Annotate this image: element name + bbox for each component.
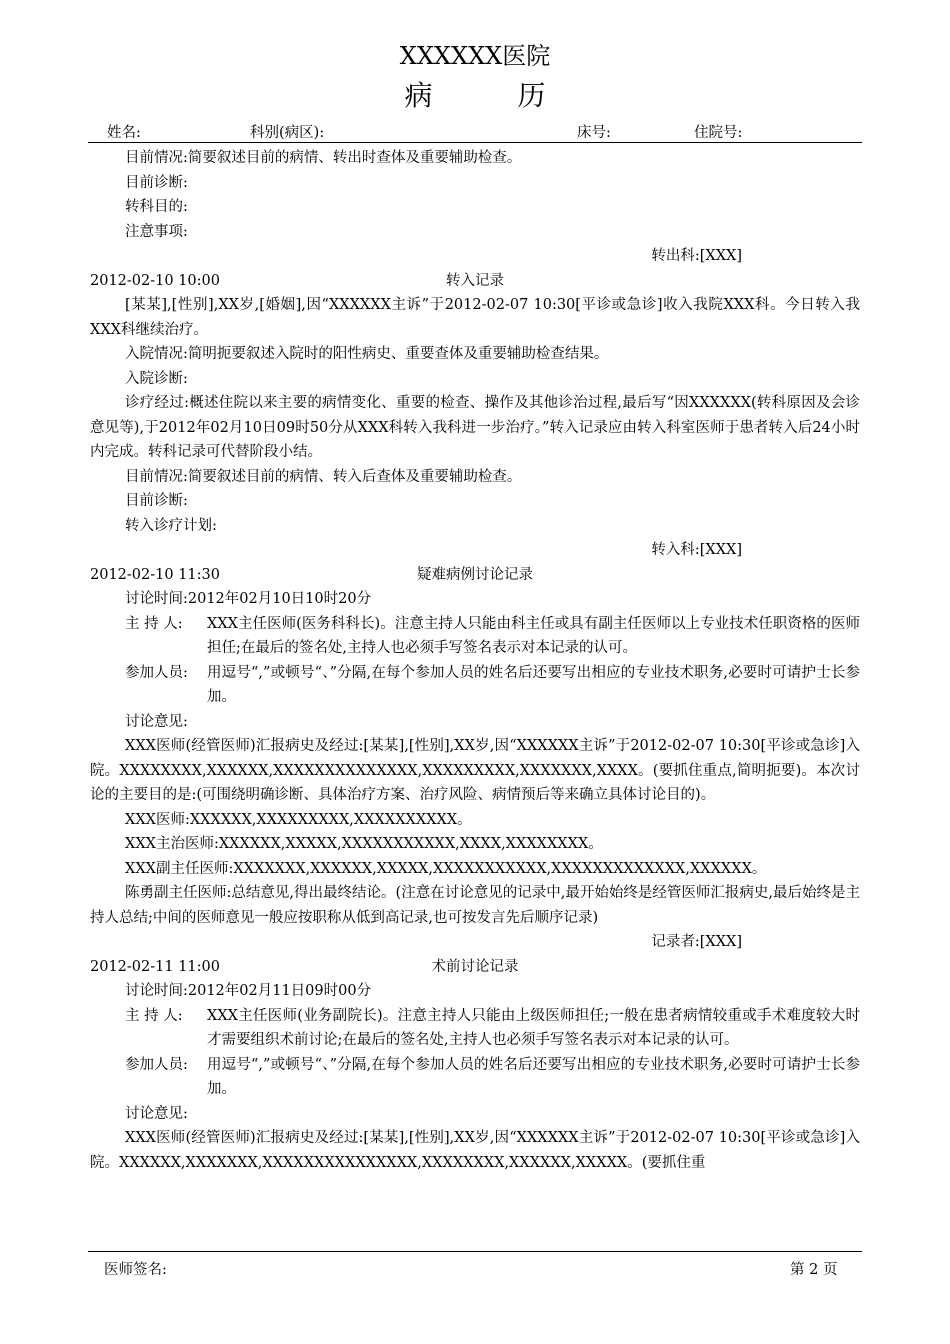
transfer-notes: 注意事项: [125, 223, 188, 240]
patient-name-label: 姓名: [107, 125, 141, 141]
preop-host-label: 主 持 人: [125, 1007, 183, 1024]
admission-number-label: 住院号: [694, 125, 743, 141]
preop-participants-text: 用逗号“,”或顿号“、”分隔,在每个参加人员的姓名后还要写出相应的专业技术职务,必要时可请护士长参加。 [207, 1056, 860, 1097]
preop-participants [90, 1053, 860, 1102]
preop-time: 2012-02-11 11:00 [90, 958, 220, 975]
transfer-in-heading: 转入记录 [446, 272, 504, 289]
transfer-out-status: 目前情况:简要叙述目前的病情、转出时查体及重要辅助检查。 [125, 150, 522, 166]
bed-number-label: 床号: [577, 125, 611, 141]
preop-participants-label: 参加人员: [125, 1056, 188, 1073]
transfer-in-time: 2012-02-10 10:00 [90, 272, 220, 289]
footer-divider [88, 1251, 862, 1252]
preop-host-text: XXX主任医师(业务副院长)。注意主持人只能由上级医师担任;一般在患者病情较重或手术难度较大时才需要组织术前讨论;在最后的签名处,主持人也必须手写签名表示对本记录的认可。 [207, 1007, 860, 1048]
preop-discussion-time: 讨论时间:2012年02月11日09时00分 [125, 983, 372, 999]
doctor-opinion-2: XXX主治医师:XXXXXX,XXXXX,XXXXXXXXXXX,XXXX,XXXXXXXX。 [125, 836, 603, 852]
transfer-in-sign: 转入科:[XXX] [651, 542, 742, 558]
record-body [90, 146, 860, 1175]
preop-opinion-label: 讨论意见: [125, 1105, 188, 1122]
difficult-case-report: XXX医师(经管医师)汇报病史及经过:[某某],[性别],XX岁,因“XXXXXX主诉”于2012-02-07 10:30[平诊或急诊]入院。XXXXXXXX,XXXXXX,XXXXXXXXXXXXXX,XXXXXXXXX,XXXXXXX,XXXX。(要抓住重点,简明扼要)。本次讨论的主要目的是:(可围绕明确诊断、具体治疗方案、治疗风险、病情预后等来确立具体讨论目的)。 [90, 738, 860, 803]
difficult-case-heading: 疑难病例讨论记录 [417, 566, 533, 583]
participants-text: 用逗号“,”或顿号“、”分隔,在每个参加人员的姓名后还要写出相应的专业技术职务,必要时可请护士长参加。 [207, 664, 860, 705]
participants-label: 参加人员: [125, 664, 188, 681]
difficult-case-participants [90, 661, 860, 710]
difficult-case-recorder: 记录者:[XXX] [651, 934, 742, 950]
transfer-in-header [90, 269, 860, 294]
host-label: 主 持 人: [125, 615, 183, 632]
preop-heading: 术前讨论记录 [431, 958, 519, 975]
preop-report: XXX医师(经管医师)汇报病史及经过:[某某],[性别],XX岁,因“XXXXXX主诉”于2012-02-07 10:30[平诊或急诊]入院。XXXXXX,XXXXXXX,XXXXXXXXXXXXXXX,XXXXXXXX,XXXXXX,XXXXX。(要抓住重 [90, 1130, 860, 1171]
preop-host [90, 1004, 860, 1053]
transfer-purpose: 转科目的: [125, 199, 188, 215]
treatment-course: 诊疗经过:概述住院以来主要的病情变化、重要的检查、操作及其他诊治过程,最后写“因XXXXXX(转科原因及会诊意见等),于2012年02月10日09时50分从XXX科转入我科进一步治疗。”转入记录应由转入科室医师于患者转入后24小时内完成。转科记录可代替阶段小结。 [90, 395, 860, 460]
difficult-case-opinion-label: 讨论意见: [125, 713, 188, 730]
difficult-case-header [90, 563, 860, 588]
transfer-in-plan: 转入诊疗计划: [125, 517, 217, 534]
preop-header [90, 955, 860, 980]
doctor-opinion-1: XXX医师:XXXXXX,XXXXXXXXX,XXXXXXXXXX。 [125, 811, 472, 828]
difficult-case-time: 2012-02-10 11:30 [90, 566, 220, 583]
hospital-name: XXXXXX医院 [399, 42, 551, 70]
document-title: 病 历 [404, 79, 584, 112]
transfer-out-diagnosis: 目前诊断: [125, 174, 188, 191]
transfer-in-diagnosis: 目前诊断: [125, 493, 188, 509]
admission-diagnosis: 入院诊断: [125, 370, 188, 387]
header-divider [88, 142, 862, 143]
host-text: XXX主任医师(医务科科长)。注意主持人只能由科主任或具有副主任医师以上专业技术任职资格的医师担任;在最后的签名处,主持人也必须手写签名表示对本记录的认可。 [207, 615, 860, 656]
transfer-in-intro: [某某],[性别],XX岁,[婚姻],因“XXXXXX主诉”于2012-02-07 10:30[平诊或急诊]收入我院XXX科。今日转入我XXX科继续治疗。 [90, 297, 860, 338]
transfer-out-sign: 转出科:[XXX] [651, 248, 742, 264]
doctor-opinion-3: XXX副主任医师:XXXXXXX,XXXXXX,XXXXX,XXXXXXXXXXX,XXXXXXXXXXXXX,XXXXXX。 [125, 860, 767, 877]
difficult-case-discussion-time: 讨论时间:2012年02月10日10时20分 [125, 591, 372, 607]
department-label: 科别(病区): [250, 125, 325, 141]
page-number: 第 2 页 [790, 1262, 838, 1278]
difficult-case-host [90, 612, 860, 661]
difficult-case-conclusion: 陈勇副主任医师:总结意见,得出最终结论。(注意在讨论意见的记录中,最开始始终是经管医师汇报病史,最后始终是主持人总结;中间的医师意见一般应按职称从低到高记录,也可按发言先后顺序记录) [90, 885, 860, 926]
admission-status: 入院情况:简明扼要叙述入院时的阳性病史、重要查体及重要辅助检查结果。 [125, 346, 609, 362]
doctor-signature-label: 医师签名: [104, 1262, 167, 1278]
transfer-in-status: 目前情况:简要叙述目前的病情、转入后查体及重要辅助检查。 [125, 468, 522, 485]
